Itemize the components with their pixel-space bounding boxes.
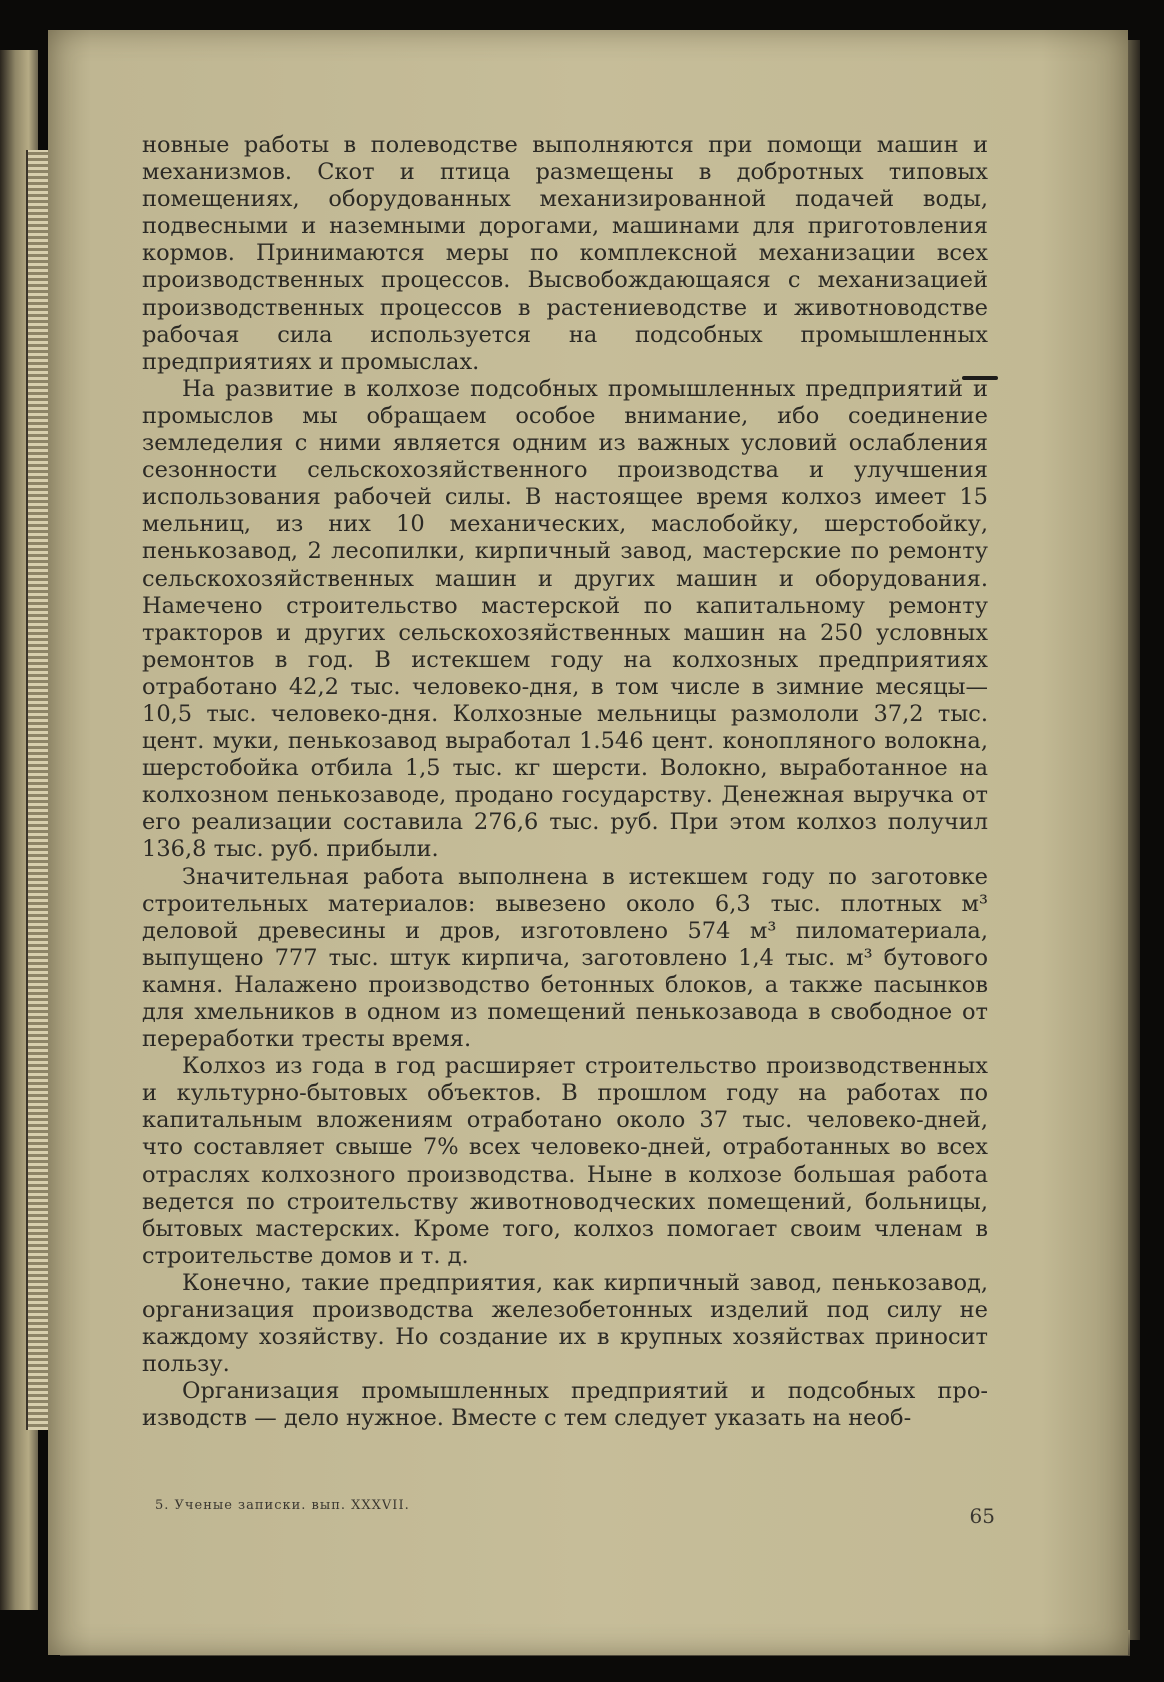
paragraph-5: Конечно, такие предприятия, как кирпичный завод, пенькозавод, организация производства железобетонных изделий под силу не каждому хозяйству. Но создание их в крупных хозяйствах приносит пользу. [142,1269,988,1378]
printer-signature: 5. Ученые записки. вып. XXXVII. [155,1498,410,1513]
page-number: 65 [969,1504,995,1528]
paragraph-1: новные работы в полеводстве выполняются при помощи машин и механизмов. Скот и птица размещены в добротных типовых помещениях, оборудованных механизированной подачей воды, подвесными и наземными дорогами, машинами для приготовления кормов. Принимаются меры по комплексной механизации всех производственных процессов. Высвобождающаяся с механизацией производственных процессов в растениеводстве и животноводстве рабочая сила используется на подсобных промышленных предприятиях и промыслах. [142,132,988,375]
paragraph-2: На развитие в колхозе подсобных промышленных предприятий и промыслов мы обращаем особое внимание, ибо соединение земледелия с ними является одним из важных условий ослабления сезонности сельскохозяйственного производства и улучшения использования рабочей силы. В настоящее время колхоз имеет 15 мельниц, из них 10 механических, маслобойку, шерстобойку, пенькозавод, 2 лесопилки, кирпичный завод, мастерские по ремонту сельскохозяйственных машин и других машин и оборудования. Намечено строительство мастерской по капитальному ремонту тракторов и других сельскохозяйственных машин на 250 условных ремонтов в год. В истекшем году на колхозных предприятиях отработано 42,2 тыс. человеко-дня, в том числе в зимние месяцы—10,5 тыс. человеко-дня. Колхозные мельницы размололи 37,2 тыс. цент. муки, пенькозавод выработал 1.546 цент. конопляного волокна, шерстобойка отбила 1,5 тыс. кг шерсти. Волокно, выработанное на колхозном пенькозаводе, продано государству. Денежная выручка от его реализации составила 276,6 тыс. руб. При этом колхоз получил 136,8 тыс. руб. прибыли. [142,375,988,863]
paragraph-3: Значительная работа выполнена в истекшем году по заготовке строительных материалов: вывезено около 6,3 тыс. плотных м³ деловой древесины и дров, изготовлено 574 м³ пиломатериала, выпущено 777 тыс. штук кирпича, заготовлено 1,4 тыс. м³ бутового камня. Налажено производство бетонных блоков, а также пасынков для хмельников в одном из помещений пенькозавода в свободное от переработки тресты время. [142,863,988,1053]
paragraph-6: Организация промышленных предприятий и подсобных производств — дело нужное. Вместе с тем следует указать на необ- [142,1378,988,1432]
page-body-text [142,132,988,1433]
paragraph-4: Колхоз из года в год расширяет строительство производственных и культурно-бытовых объектов. В прошлом году на работах по капитальным вложениям отработано около 37 тыс. человеко-дней, что составляет свыше 7% всех человеко-дней, отработанных во всех отраслях колхозного производства. Ныне в колхозе большая работа ведется по строительству животноводческих помещений, больницы, бытовых мастерских. Кроме того, колхоз помогает своим членам в строительстве домов и т. д. [142,1053,988,1269]
page-footer [155,1498,995,1528]
